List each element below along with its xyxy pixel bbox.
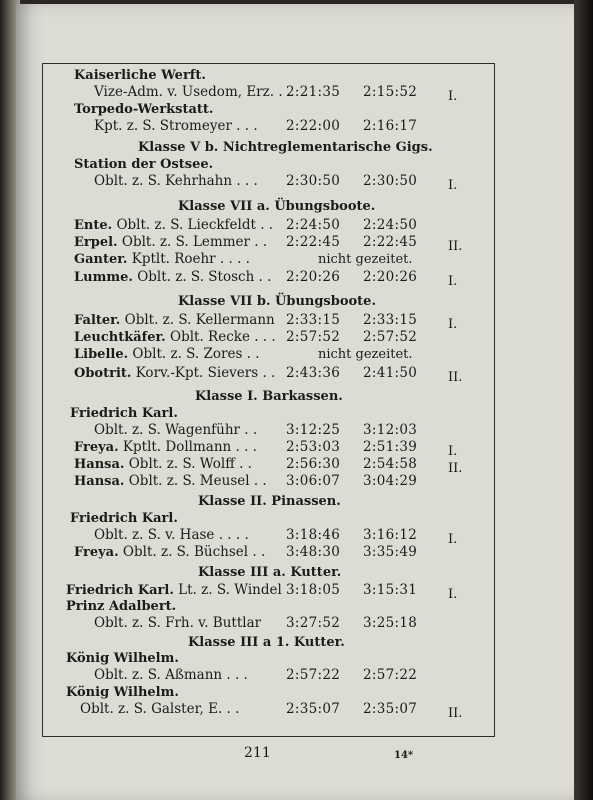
entry-label: Hansa. Oblt. z. S. Wolff . . bbox=[74, 456, 252, 472]
prize-rank: I. bbox=[448, 178, 458, 193]
time-corrected: 3:16:12 bbox=[363, 527, 418, 543]
time-corrected: 3:12:03 bbox=[363, 422, 418, 438]
entry-label: Obotrit. Korv.-Kpt. Sievers . . bbox=[74, 365, 276, 381]
team-name: Prinz Adalbert. bbox=[66, 599, 177, 614]
entry-label: Vize-Adm. v. Usedom, Erz. . . bbox=[94, 84, 292, 100]
time-corrected: 2:54:58 bbox=[363, 456, 418, 472]
time-corrected: 2:30:50 bbox=[363, 173, 418, 189]
prize-rank: II. bbox=[448, 461, 463, 476]
entry-label: Oblt. z. S. Kehrhahn . . . bbox=[94, 173, 258, 189]
entry-label: Lumme. Oblt. z. S. Stosch . . bbox=[74, 269, 272, 285]
time-corrected: 3:35:49 bbox=[363, 544, 418, 560]
time-sailed: 3:18:46 bbox=[286, 527, 341, 543]
time-sailed: 2:56:30 bbox=[286, 456, 341, 472]
time-corrected: 3:25:18 bbox=[363, 615, 418, 631]
time-sailed: 2:24:50 bbox=[286, 217, 341, 233]
entry-label: Oblt. z. S. Aßmann . . . bbox=[94, 667, 248, 683]
time-sailed: 2:22:00 bbox=[286, 118, 341, 134]
team-name: Friedrich Karl. bbox=[70, 511, 178, 526]
prize-rank: I. bbox=[448, 274, 458, 289]
time-corrected: 2:16:17 bbox=[363, 118, 418, 134]
time-corrected: 3:15:31 bbox=[363, 582, 418, 598]
time-sailed: 2:57:22 bbox=[286, 667, 341, 683]
time-sailed: 2:21:35 bbox=[286, 84, 341, 100]
class-header: Klasse I. Barkassen. bbox=[195, 389, 343, 404]
prize-rank: I. bbox=[448, 89, 458, 104]
time-sailed: 2:35:07 bbox=[286, 701, 341, 717]
time-corrected: 2:33:15 bbox=[363, 312, 418, 328]
team-name: Station der Ostsee. bbox=[74, 157, 214, 172]
time-sailed: 2:53:03 bbox=[286, 439, 341, 455]
class-header: Klasse V b. Nichtreglementarische Gigs. bbox=[138, 140, 433, 155]
entry-label: Ganter. Kptlt. Roehr . . . . bbox=[74, 251, 250, 267]
class-header: Klasse III a. Kutter. bbox=[198, 565, 342, 580]
entry-label: Leuchtkäfer. Oblt. Recke . . . bbox=[74, 329, 276, 345]
time-sailed: 2:30:50 bbox=[286, 173, 341, 189]
time-sailed: 2:57:52 bbox=[286, 329, 341, 345]
class-header: Klasse VII a. Übungsboote. bbox=[178, 199, 376, 214]
time-sailed: 2:22:45 bbox=[286, 234, 341, 250]
time-corrected: 3:04:29 bbox=[363, 473, 418, 489]
team-name: Kaiserliche Werft. bbox=[74, 68, 206, 83]
prize-rank: II. bbox=[448, 239, 463, 254]
signature-mark: 14* bbox=[394, 750, 414, 761]
entry-label: Falter. Oblt. z. S. Kellermann bbox=[74, 312, 275, 328]
time-sailed: 2:43:36 bbox=[286, 365, 341, 381]
prize-rank: II. bbox=[448, 370, 463, 385]
entry-label: Oblt. z. S. Frh. v. Buttlar bbox=[94, 615, 262, 631]
prize-rank: II. bbox=[448, 706, 463, 721]
entry-label: Oblt. z. S. v. Hase . . . . bbox=[94, 527, 249, 543]
entry-label: Libelle. Oblt. z. S. Zores . . bbox=[74, 346, 260, 362]
time-corrected: 2:57:52 bbox=[363, 329, 418, 345]
time-corrected: 2:41:50 bbox=[363, 365, 418, 381]
time-corrected: 2:24:50 bbox=[363, 217, 418, 233]
class-header: Klasse II. Pinassen. bbox=[198, 494, 341, 509]
entry-label: Oblt. z. S. Wagenführ . . bbox=[94, 422, 258, 438]
entry-label: Ente. Oblt. z. S. Lieckfeldt . . bbox=[74, 217, 274, 233]
entry-label: Oblt. z. S. Galster, E. . . bbox=[80, 701, 240, 717]
team-name: Friedrich Karl. bbox=[70, 406, 178, 421]
not-timed-note: nicht gezeitet. bbox=[318, 252, 413, 267]
class-header: Klasse VII b. Übungsboote. bbox=[178, 294, 376, 309]
prize-rank: I. bbox=[448, 532, 458, 547]
prize-rank: I. bbox=[448, 587, 458, 602]
time-corrected: 2:22:45 bbox=[363, 234, 418, 250]
team-name: König Wilhelm. bbox=[66, 685, 179, 700]
time-corrected: 2:51:39 bbox=[363, 439, 418, 455]
entry-label: Friedrich Karl. Lt. z. S. Windel bbox=[66, 582, 282, 598]
entry-label: Freya. Oblt. z. S. Büchsel . . bbox=[74, 544, 266, 560]
time-corrected: 2:20:26 bbox=[363, 269, 418, 285]
entry-label: Freya. Kptlt. Dollmann . . . bbox=[74, 439, 257, 455]
time-sailed: 3:27:52 bbox=[286, 615, 341, 631]
entry-label: Hansa. Oblt. z. S. Meusel . . bbox=[74, 473, 267, 489]
page-number: 211 bbox=[244, 745, 271, 761]
time-sailed: 3:12:25 bbox=[286, 422, 341, 438]
page-shadow-right bbox=[574, 0, 593, 800]
time-corrected: 2:35:07 bbox=[363, 701, 418, 717]
time-sailed: 3:18:05 bbox=[286, 582, 341, 598]
entry-label: Kpt. z. S. Stromeyer . . . bbox=[94, 118, 258, 134]
time-sailed: 2:20:26 bbox=[286, 269, 341, 285]
prize-rank: I. bbox=[448, 444, 458, 459]
time-sailed: 2:33:15 bbox=[286, 312, 341, 328]
time-corrected: 2:15:52 bbox=[363, 84, 418, 100]
team-name: Torpedo-Werkstatt. bbox=[74, 102, 214, 117]
time-corrected: 2:57:22 bbox=[363, 667, 418, 683]
not-timed-note: nicht gezeitet. bbox=[318, 347, 413, 362]
prize-rank: I. bbox=[448, 317, 458, 332]
time-sailed: 3:48:30 bbox=[286, 544, 341, 560]
entry-label: Erpel. Oblt. z. S. Lemmer . . bbox=[74, 234, 268, 250]
team-name: König Wilhelm. bbox=[66, 651, 179, 666]
time-sailed: 3:06:07 bbox=[286, 473, 341, 489]
class-header: Klasse III a 1. Kutter. bbox=[188, 635, 345, 650]
